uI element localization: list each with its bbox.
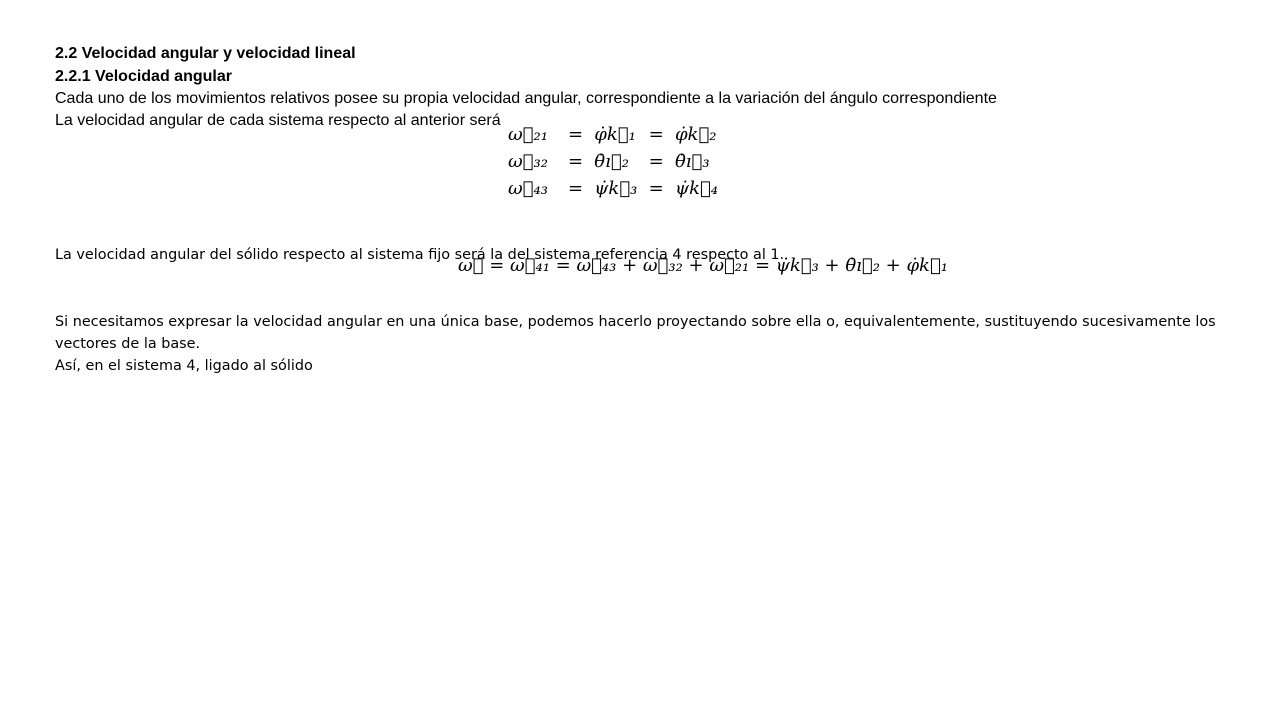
equation-row [508,148,718,175]
equals-sign: = [567,178,584,199]
equation-middle: θ̇ı⃗₂ [594,151,629,172]
solid-velocity-paragraph: La velocidad angular del sólido respecto al sistema fijo será la del sistema referencia 4 respecto al 1. [55,247,785,263]
relative-angular-velocity-equations [508,121,718,202]
equation-lhs: ω⃗₄₃ [508,178,548,199]
equals-sign: = [567,124,584,145]
subsection-heading: 2.2.1 Velocidad angular [55,68,232,85]
equation-row [508,121,718,148]
section-heading: 2.2 Velocidad angular y velocidad lineal [55,45,356,62]
equals-sign: = [648,178,664,199]
total-angular-velocity-equation: ω⃗ = ω⃗₄₁ = ω⃗₄₃ + ω⃗₃₂ + ω⃗₂₁ = ψ̇k⃗₃ + θ̇ı⃗₂ + φ̇k⃗₁ [458,255,948,276]
equation-lhs: ω⃗₂₁ [508,124,548,145]
equals-sign: = [567,151,584,172]
equation-lhs: ω⃗₃₂ [508,151,548,172]
system-4-paragraph: Así, en el sistema 4, ligado al sólido [55,358,313,374]
equation-middle: ψ̇k⃗₃ [594,178,638,199]
equation-rhs: θ̇ı⃗₃ [674,151,710,172]
equation-row [508,175,718,202]
relative-velocity-paragraph: La velocidad angular de cada sistema respecto al anterior será [55,112,501,129]
single-base-paragraph: Si necesitamos expresar la velocidad angular en una única base, podemos hacerlo proyectando sobre ella o, equivalentemente, sustituyendo sucesivamente los vectores de la base. [55,314,1216,352]
equation-rhs: φ̇k⃗₂ [674,124,717,145]
equation-middle: φ̇k⃗₁ [594,124,636,145]
equals-sign: = [648,124,664,145]
intro-paragraph: Cada uno de los movimientos relativos posee su propia velocidad angular, correspondiente a la variación del ángulo correspondiente [55,90,997,107]
equals-sign: = [648,151,664,172]
equation-rhs: ψ̇k⃗₄ [674,178,718,199]
